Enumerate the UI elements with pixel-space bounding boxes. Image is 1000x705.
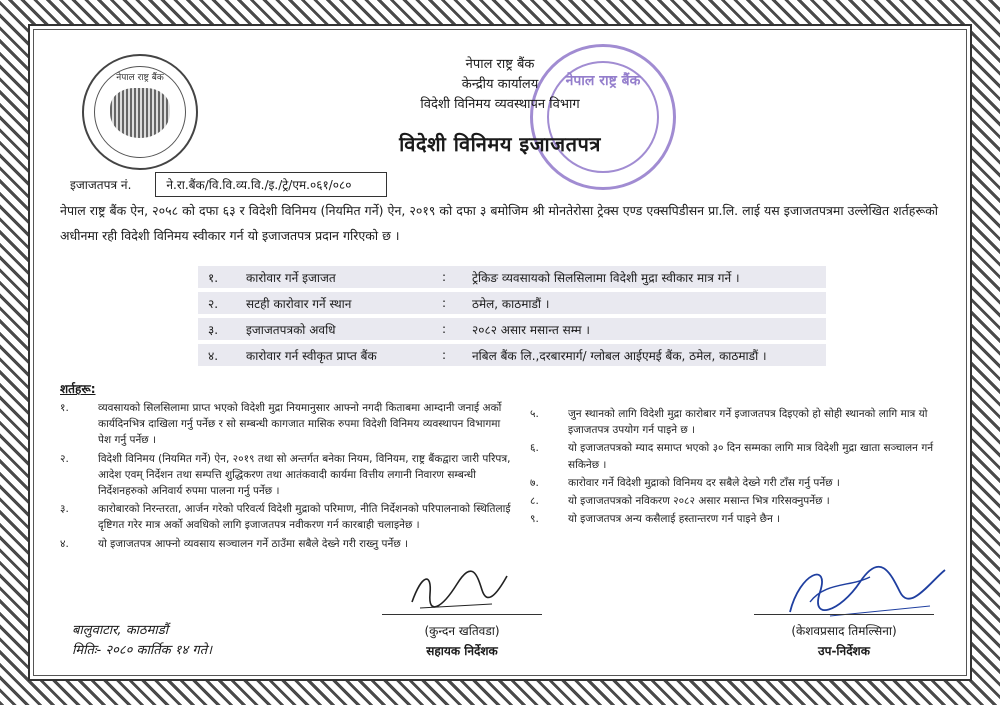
term-text: विदेशी विनिमय (नियमित गर्ने) ऐन, २०१९ तथा सो अन्तर्गत बनेका नियम, विनियम, राष्ट्र बैंकद्वारा जारी परिपत्र, आदेश एवम् निर्देशन तथा सम्पत्ति शुद्धिकरण तथा आतंकवादी कार्यमा वित्तीय लगानी निवारण सम्बन्धी निर्देशनहरुको अनिवार्य रुपमा पालना गर्नु पर्नेछ । <box>98 452 511 498</box>
term-text: यो इजाजतपत्रको नविकरण २०८२ असार मसान्त भित्र गरिसक्नुपर्नेछ । <box>568 495 830 508</box>
issue-date: मितिः- २०८० कार्तिक १४ गते। <box>72 643 213 658</box>
term-number: ९. <box>530 513 539 526</box>
row-label: सटही कारोवार गर्ने स्थान <box>246 296 352 311</box>
signature-1-icon <box>402 564 512 614</box>
term-item <box>530 440 950 472</box>
term-number: ८. <box>530 495 539 508</box>
signature-1-line <box>382 614 542 615</box>
term-number: ५. <box>530 408 539 420</box>
row-separator: : <box>442 270 447 284</box>
row-number: १. <box>208 270 219 285</box>
row-separator: : <box>442 348 447 362</box>
term-item <box>530 475 950 491</box>
term-number: ३. <box>60 503 69 516</box>
table-row <box>198 318 826 340</box>
row-number: २. <box>208 296 219 311</box>
signatory-1-name: (कुन्दन खतिवडा) <box>424 624 500 638</box>
table-row <box>198 344 826 366</box>
term-number: ४. <box>60 537 69 550</box>
table-row <box>198 266 826 288</box>
term-text: व्यवसायको सिलसिलामा प्राप्त भएको विदेशी मुद्रा नियमानुसार आफ्नो नगदी किताबमा आम्दानी जनाई अर्को कार्यदिनभित्र दाखिला गर्नु पर्नेछ र सो सम्बन्धी कागजात मासिक रुपमा विदेशी विनिमय व्यवस्थापन विभागमा पेश गर्नु पर्नेछ । <box>98 402 502 447</box>
term-item <box>530 511 950 527</box>
row-value: ट्रेकिङ व्यवसायको सिलसिलामा विदेशी मुद्रा स्वीकार मात्र गर्ने । <box>472 270 740 285</box>
signatory-2-name: (केशवप्रसाद तिमल्सिना) <box>791 624 897 638</box>
seal-text: नेपाल राष्ट्र बैंक <box>116 73 164 83</box>
permit-details-table <box>198 266 826 370</box>
term-item <box>60 451 515 500</box>
page-title: विदेशी विनिमय इजाजतपत्र <box>399 132 601 156</box>
term-item <box>530 493 950 509</box>
term-item <box>60 536 515 552</box>
intro-paragraph: नेपाल राष्ट्र बैंक ऐन, २०५८ को दफा ६३ र विदेशी विनिमय (नियमित गर्ने) ऐन, २०१९ को दफा ३ बमोजिम श्री मोनतेरोसा ट्रेक्स एण्ड एक्सपिडीसन प्रा.लि. लाई यस इजाजतपत्रमा उल्लेखित शर्तहरूको अधीनमा रही विदेशी विनिमय स्वीकार गर्न यो इजाजतपत्र प्रदान गरिएको छ । <box>60 203 938 243</box>
table-row <box>198 292 826 314</box>
signatory-1-designation: सहायक निर्देशक <box>426 644 498 658</box>
term-text: कारोवार गर्ने विदेशी मुद्राको विनिमय दर सबैले देख्ने गरी टाँस गर्नु पर्नेछ । <box>568 476 840 489</box>
certificate-inner <box>28 24 972 681</box>
permit-number: ने.रा.बैंक/वि.वि.व्य.वि./इ./ट्रे/एम.०६१/०८० <box>155 172 387 197</box>
row-label: इजाजतपत्रको अवधि <box>246 322 336 337</box>
row-value: २०८२ असार मसान्त सम्म । <box>472 322 590 337</box>
org-name: नेपाल राष्ट्र बैंक <box>465 57 535 72</box>
row-label: कारोवार गर्न स्वीकृत प्राप्त बैंक <box>246 348 377 363</box>
term-item <box>60 501 515 533</box>
term-text: कारोबारको निरन्तरता, आर्जन गरेको परिवर्त्य विदेशी मुद्राको परिमाण, नीति निर्देशनको परिपालनाको स्थितिलाई दृष्टिगत गरेर मात्र अर्को अवधिको लागि इजाजतपत्र नवीकरण गर्न कारबाही चलाइनेछ । <box>98 503 511 532</box>
terms-heading: शर्तहरू: <box>60 382 96 396</box>
signature-2-line <box>754 614 934 615</box>
term-number: १. <box>60 402 69 414</box>
permit-label: इजाजतपत्र नं. <box>70 178 132 192</box>
row-separator: : <box>442 296 447 310</box>
permit-number-row <box>70 172 387 197</box>
row-separator: : <box>442 322 447 336</box>
row-value: नबिल बैंक लि.,दरबारमार्ग/ ग्लोबल आईएमई बैंक, ठमेल, काठमाडौं । <box>472 348 767 363</box>
row-number: ४. <box>208 348 219 363</box>
stamp-text: नेपाल राष्ट्र बैंक <box>565 73 641 89</box>
terms-right-column <box>530 406 950 529</box>
term-number: ७. <box>530 476 539 489</box>
signatory-2-designation: उप-निर्देशक <box>818 644 870 658</box>
term-text: जुन स्थानको लागि विदेशी मुद्रा कारोबार गर्ने इजाजतपत्र दिइएको हो सोही स्थानको लागि मात्र यो इजाजतपत्र उपयोग गर्न पाइने छ । <box>568 408 928 437</box>
term-text: यो इजाजतपत्रको म्याद समाप्त भएको ३० दिन सम्मका लागि मात्र विदेशी मुद्रा खाता सञ्चालन गर्न सकिनेछ । <box>568 442 934 471</box>
term-text: यो इजाजतपत्र अन्य कसैलाई हस्तान्तरण गर्न पाइने छैन । <box>568 513 781 526</box>
department-name: विदेशी विनिमय व्यवस्थापन विभाग <box>420 97 580 112</box>
signature-2-icon <box>770 552 960 622</box>
row-label: कारोवार गर्ने इजाजत <box>246 270 336 285</box>
term-number: २. <box>60 452 69 465</box>
row-number: ३. <box>208 322 219 337</box>
term-text: यो इजाजतपत्र आफ्नो व्यवसाय सञ्चालन गर्ने ठाउँमा सबैले देख्ने गरी राख्नु पर्नेछ । <box>98 537 408 550</box>
term-item <box>530 406 950 438</box>
row-value: ठमेल, काठमाडौं । <box>472 296 550 311</box>
issue-location: बालुवाटार, काठमाडौं <box>72 623 169 638</box>
term-item <box>60 400 515 449</box>
terms-left-column <box>60 400 515 554</box>
office-name: केन्द्रीय कार्यालय <box>461 77 539 92</box>
term-number: ६. <box>530 442 539 455</box>
